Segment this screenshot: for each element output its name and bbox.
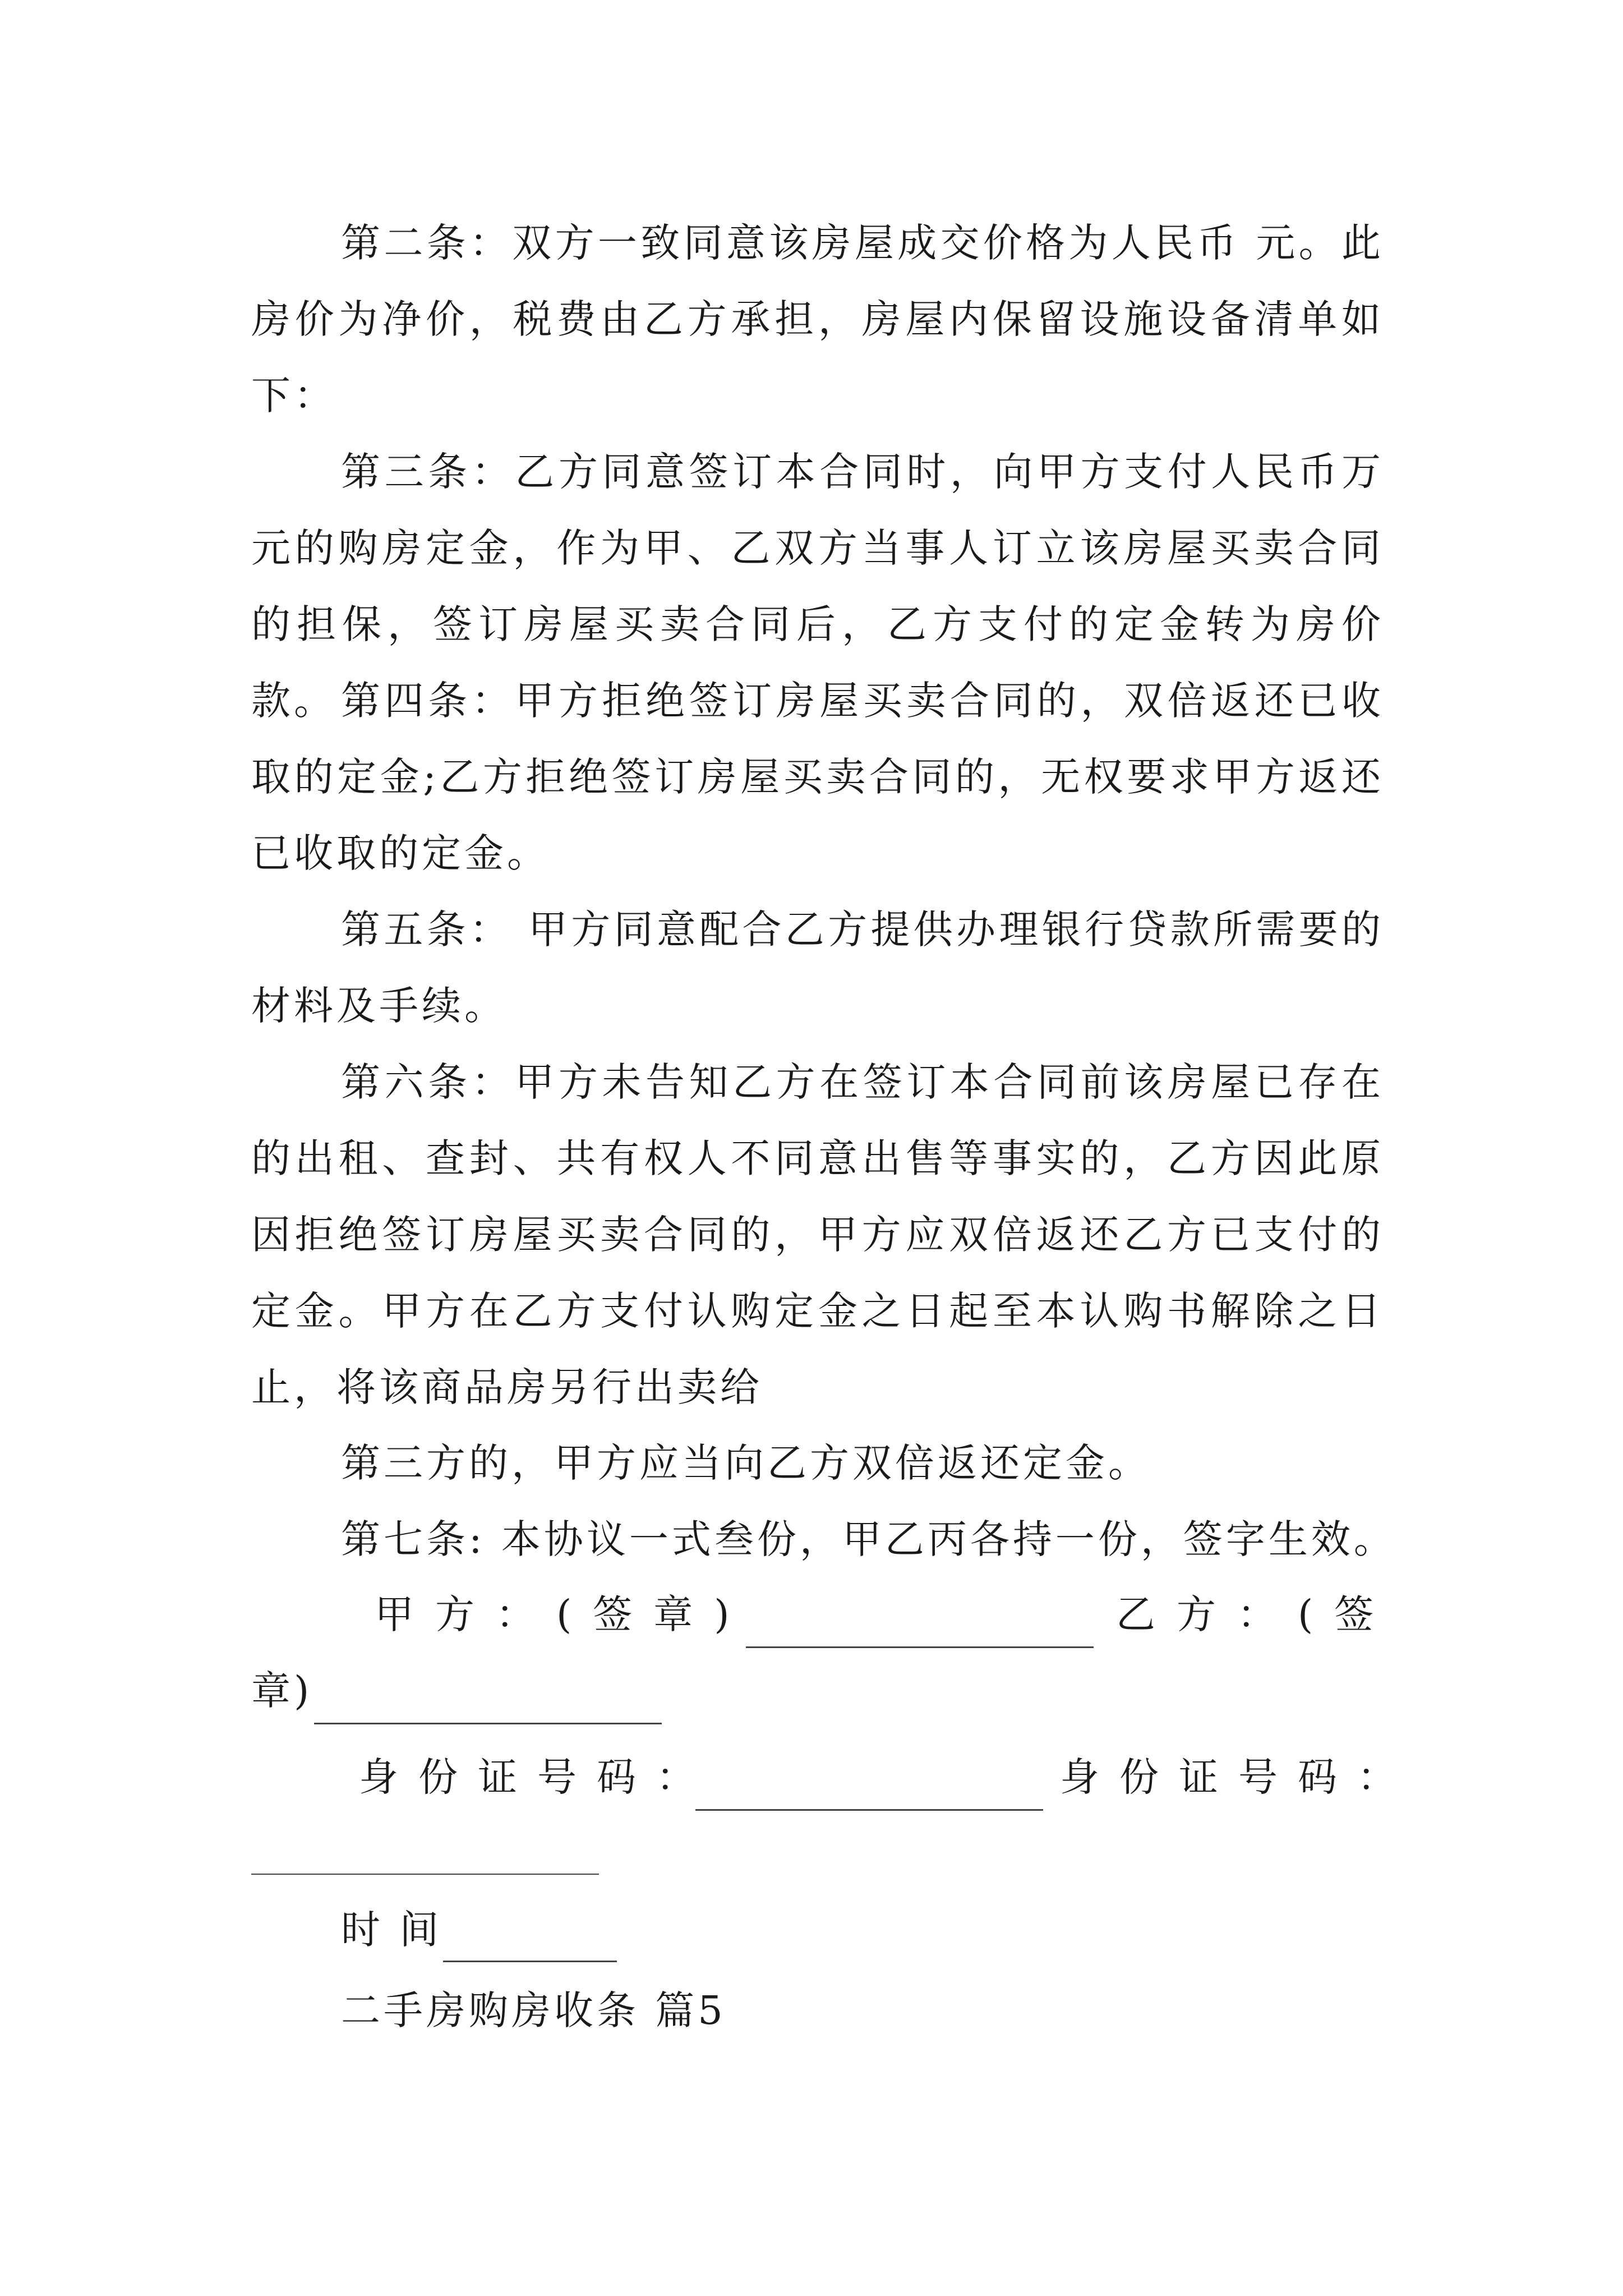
article-7: 第七条: 本协议一式叁份，甲乙丙各持一份，签字生效。: [341, 1516, 1396, 1562]
party-a-id-blank: [695, 1809, 1043, 1811]
party-b-signature-label: 乙方：(签: [1116, 1591, 1395, 1637]
time-label: 时 间: [341, 1907, 442, 1953]
party-a-signature-blank: [746, 1646, 1094, 1648]
party-b-signature-label-end: 章): [251, 1668, 313, 1714]
time-blank: [443, 1961, 617, 1962]
article-5: 第五条： 甲方同意配合乙方提供办理银行贷款所需要的材料及手续。: [251, 907, 1384, 1029]
party-a-id-label: 身份证号码：: [359, 1754, 716, 1800]
party-a-signature-label: 甲方：(签章): [375, 1591, 751, 1637]
article-6-continuation: 第三方的，甲方应当向乙方双倍返还定金。: [341, 1440, 1151, 1486]
article-2: 第二条：双方一致同意该房屋成交价格为人民币 元。此房价为净价，税费由乙方承担，房屋内保留设施设备清单如下：: [251, 220, 1384, 418]
article-3: 第三条：乙方同意签订本合同时，向甲方支付人民币万元的购房定金，作为甲、乙双方当事人订立该房屋买卖合同的担保，签订房屋买卖合同后，乙方支付的定金转为房价款。: [251, 449, 1384, 724]
article-4: 第四条：甲方拒绝签订房屋买卖合同的，双倍返还已收取的定金;乙方拒绝签订房屋买卖合同的，无权要求甲方返还已收取的定金。: [251, 678, 1384, 876]
next-section-heading: 二手房购房收条 篇5: [341, 1987, 726, 2033]
party-b-signature-blank: [314, 1723, 662, 1724]
party-b-id-label: 身份证号码：: [1060, 1754, 1417, 1800]
party-b-id-blank: [251, 1874, 599, 1875]
article-6: 第六条：甲方未告知乙方在签订本合同前该房屋已存在的出租、查封、共有权人不同意出售等事实的，乙方因此原因拒绝签订房屋买卖合同的，甲方应双倍返还乙方已支付的定金。甲方在乙方支付认购定金之日起至本认购书解除之日止，将该商品房另行出卖给: [251, 1059, 1384, 1410]
